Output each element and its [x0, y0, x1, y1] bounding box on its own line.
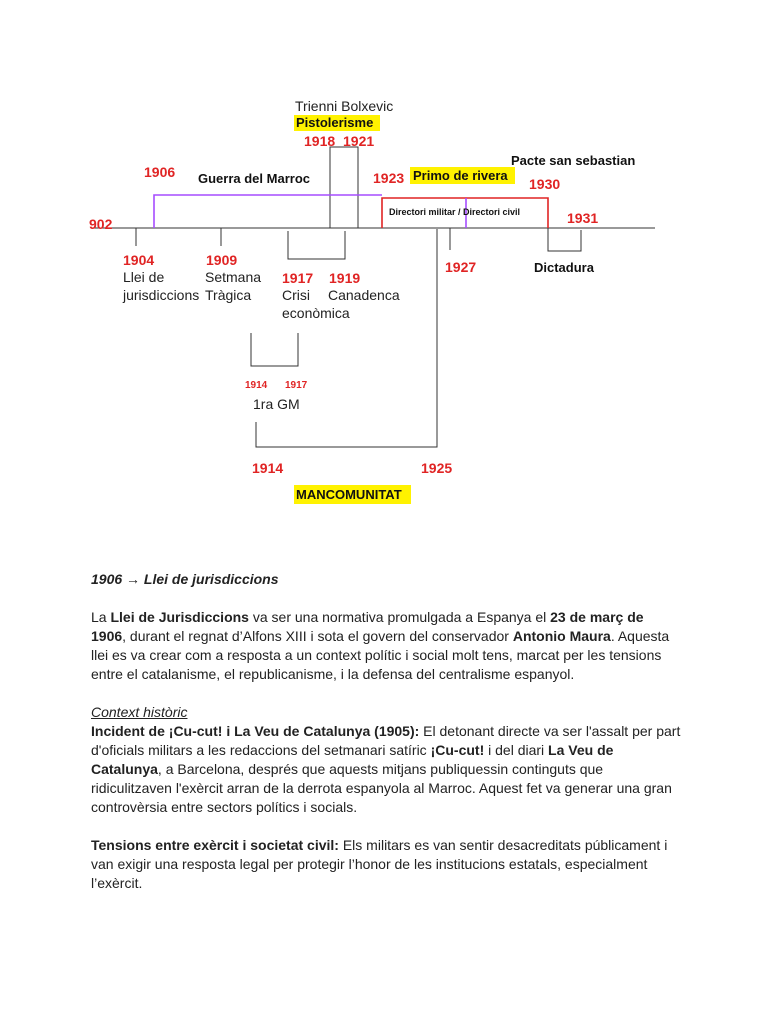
- bold-tensions: Tensions entre exèrcit i societat civil:: [91, 837, 339, 853]
- section-context-title: Context històric: [91, 704, 188, 720]
- year-mancomunitat-end: 1925: [421, 460, 453, 476]
- bold-maura: Antonio Maura: [512, 628, 611, 644]
- label-setmana-1: Setmana: [205, 269, 262, 285]
- label-directori: Directori militar / Directori civil: [389, 207, 521, 217]
- paragraph-llei: [91, 608, 681, 684]
- document-body: [91, 570, 681, 912]
- bracket-mancomunitat: [256, 229, 437, 447]
- text-run: El detonant directe va ser l'assalt per part d'oficials militars a les redaccions del setmanari satíric: [91, 723, 681, 758]
- label-setmana-2: Tràgica: [205, 287, 252, 303]
- entry-heading: 1906 → Llei de jurisdiccions: [91, 571, 279, 587]
- label-crisi-1: Crisi: [282, 287, 310, 303]
- text-run: , durant el regnat d’Alfons XIII i sota el govern del conservador: [122, 628, 513, 644]
- bracket-guerra-marroc: [154, 195, 382, 228]
- year-1930: 1930: [529, 176, 561, 192]
- text-run: , a Barcelona, després que aquests mitjans publiquessin continguts que ridiculitzaven l'exèrcit arran de la derrota espanyola al Marroc. Aquest fet va generar una gran controvèrsia entre sectors polítics i socials.: [91, 761, 672, 815]
- year-mancomunitat-start: 1914: [252, 460, 284, 476]
- label-canadenca: Canadenca: [328, 287, 400, 303]
- bracket-1917-1919: [288, 231, 345, 259]
- label-primo-de-rivera: Primo de rivera: [413, 168, 508, 183]
- year-1909: 1909: [206, 252, 238, 268]
- bracket-1ra-gm: [251, 333, 298, 366]
- text-run: Els militars es van sentir desacreditats públicament i van exigir una resposta legal per protegir l’honor de les institucions estatals, especialment l’exèrcit.: [91, 837, 668, 891]
- label-mancomunitat: MANCOMUNITAT: [296, 487, 402, 502]
- bracket-dictadura: [548, 228, 581, 251]
- label-llei-1: Llei de: [123, 269, 165, 285]
- year-1918: 1918: [304, 133, 336, 149]
- text-run: . Aquesta llei es va crear com a resposta a un context polític i social molt tens, marcat per les tensions entre el catalanisme, el republicanisme, i la defensa del centralisme espanyol.: [91, 628, 670, 682]
- year-1921: 1921: [343, 133, 375, 149]
- label-guerra-marroc: Guerra del Marroc: [198, 171, 310, 186]
- label-pistolerisme: Pistolerisme: [296, 115, 374, 130]
- text-run: i del diari: [484, 742, 549, 758]
- year-1902: 902: [89, 216, 113, 232]
- text-run: va ser una normativa promulgada a Espanya el: [248, 609, 551, 625]
- year-1906: 1906: [144, 164, 176, 180]
- label-crisi-2: econòmica: [282, 305, 350, 321]
- bold-veu: La Veu de Catalunya: [91, 742, 614, 777]
- text-run: La: [91, 609, 111, 625]
- label-trienni: Trienni Bolxevic: [295, 98, 394, 114]
- year-1919: 1919: [329, 270, 361, 286]
- year-1927: 1927: [445, 259, 477, 275]
- label-pacte-san-sebastian: Pacte san sebastian: [511, 153, 636, 168]
- year-gm-start: 1914: [245, 380, 268, 391]
- year-1923: 1923: [373, 170, 405, 186]
- year-1917: 1917: [282, 270, 314, 286]
- bold-date: 23 de març de 1906: [91, 609, 644, 644]
- label-dictadura: Dictadura: [534, 260, 594, 275]
- year-gm-end: 1917: [285, 380, 308, 391]
- year-1904: 1904: [123, 252, 155, 268]
- bold-cucut: ¡Cu-cut!: [430, 742, 485, 758]
- bold-llei: Llei de Jurisdiccions: [110, 609, 249, 625]
- bold-incident: Incident de ¡Cu-cut! i La Veu de Catalunya (1905):: [91, 723, 420, 739]
- bracket-trienni: [330, 147, 358, 228]
- paragraph-incident: [91, 722, 681, 817]
- year-1931: 1931: [567, 210, 599, 226]
- paragraph-tensions: [91, 836, 681, 893]
- label-llei-2: jurisdiccions: [123, 287, 200, 303]
- label-1ra-gm: 1ra GM: [253, 396, 300, 412]
